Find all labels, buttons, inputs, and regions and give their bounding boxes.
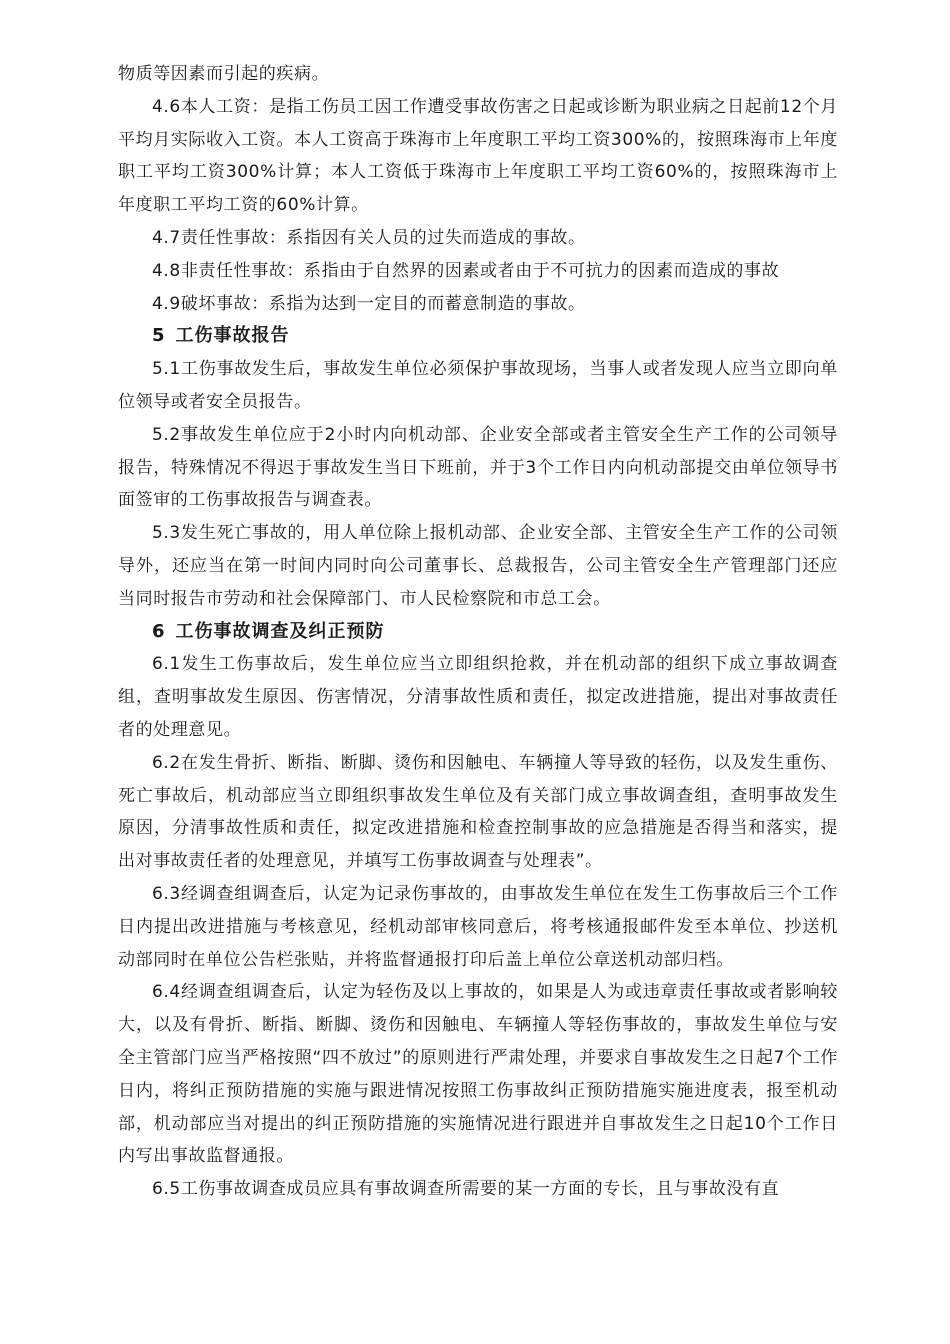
section-number: 6 [152,620,166,642]
paragraph-5-2: 5.2事故发生单位应于2小时内向机动部、企业安全部或者主管安全生产工作的公司领导报告，特殊情况不得迟于事故发生当日下班前，并于3个工作日内向机动部提交由单位领导书面签审的工伤事故报告与调查表。 [118,424,838,511]
paragraph-6-2: 6.2在发生骨折、断指、断脚、烫伤和因触电、车辆撞人等导致的轻伤，以及发生重伤、死亡事故后，机动部应当立即组织事故发生单位及有关部门成立事故调查组，查明事故发生原因，分清事故性质和责任，拟定改进措施和检查控制事故的应急措施是否得当和落实，提出对事故责任者的处理意见，并填写工伤事故调查与处理表”。 [118,752,838,872]
paragraph-4-7: 4.7责任性事故：系指因有关人员的过失而造成的事故。 [152,227,586,248]
paragraph-4-5-continuation: 物质等因素而引起的疾病。 [118,64,330,84]
section-heading-6 [118,616,838,649]
paragraph-6-4: 6.4经调查组调查后，认定为轻伤及以上事故的，如果是人为或违章责任事故或者影响较大，以及有骨折、断指、断脚、烫伤和因触电、车辆撞人等轻伤事故的，事故发生单位与安全主管部门应当严格按照“四不放过”的原则进行严肃处理，并要求自事故发生之日起7个工作日内，将纠正预防措施的实施与跟进情况按照工伤事故纠正预防措施实施进度表，报至机动部，机动部应当对提出的纠正预防措施的实施情况进行跟进并自事故发生之日起10个工作日内写出事故监督通报。 [118,982,838,1167]
paragraph-4-9: 4.9破坏事故：系指为达到一定目的而蓄意制造的事故。 [152,293,586,314]
paragraph-4-6: 4.6本人工资：是指工伤员工因工作遭受事故伤害之日起或诊断为职业病之日起前12个月平均月实际收入工资。本人工资高于珠海市上年度职工平均工资300%的，按照珠海市上年度职工平均工资300%计算；本人工资低于珠海市上年度职工平均工资60%的，按照珠海市上年度职工平均工资的60%计算。 [118,96,838,216]
section-heading-5 [118,320,838,353]
paragraph-6-3: 6.3经调查组调查后，认定为记录伤事故的，由事故发生单位在发生工伤事故后三个工作日内提出改进措施与考核意见，经机动部审核同意后，将考核通报邮件发至本单位、抄送机动部同时在单位公告栏张贴，并将监督通报打印后盖上单位公章送机动部归档。 [118,883,838,970]
paragraph-4-8: 4.8非责任性事故：系指由于自然界的因素或者由于不可抗力的因素而造成的事故 [152,260,780,281]
section-title: 工伤事故报告 [175,325,290,347]
paragraph-5-1: 5.1工伤事故发生后，事故发生单位必须保护事故现场，当事人或者发现人应当立即向单位领导或者安全员报告。 [118,359,838,412]
paragraph-6-1: 6.1发生工伤事故后，发生单位应当立即组织抢救，并在机动部的组织下成立事故调查组，查明事故发生原因、伤害情况，分清事故性质和责任，拟定改进措施，提出对事故责任者的处理意见。 [118,654,838,740]
section-number: 5 [152,325,166,347]
section-title: 工伤事故调查及纠正预防 [175,620,385,642]
document-body [118,58,838,1206]
paragraph-5-3: 5.3发生死亡事故的，用人单位除上报机动部、企业安全部、主管安全生产工作的公司领导外，还应当在第一时间内同时向公司董事长、总裁报告，公司主管安全生产管理部门还应当同时报告市劳动和社会保障部门、市人民检察院和市总工会。 [118,523,838,609]
paragraph-6-5: 6.5工伤事故调查成员应具有事故调查所需要的某一方面的专长，且与事故没有直 [152,1179,780,1200]
